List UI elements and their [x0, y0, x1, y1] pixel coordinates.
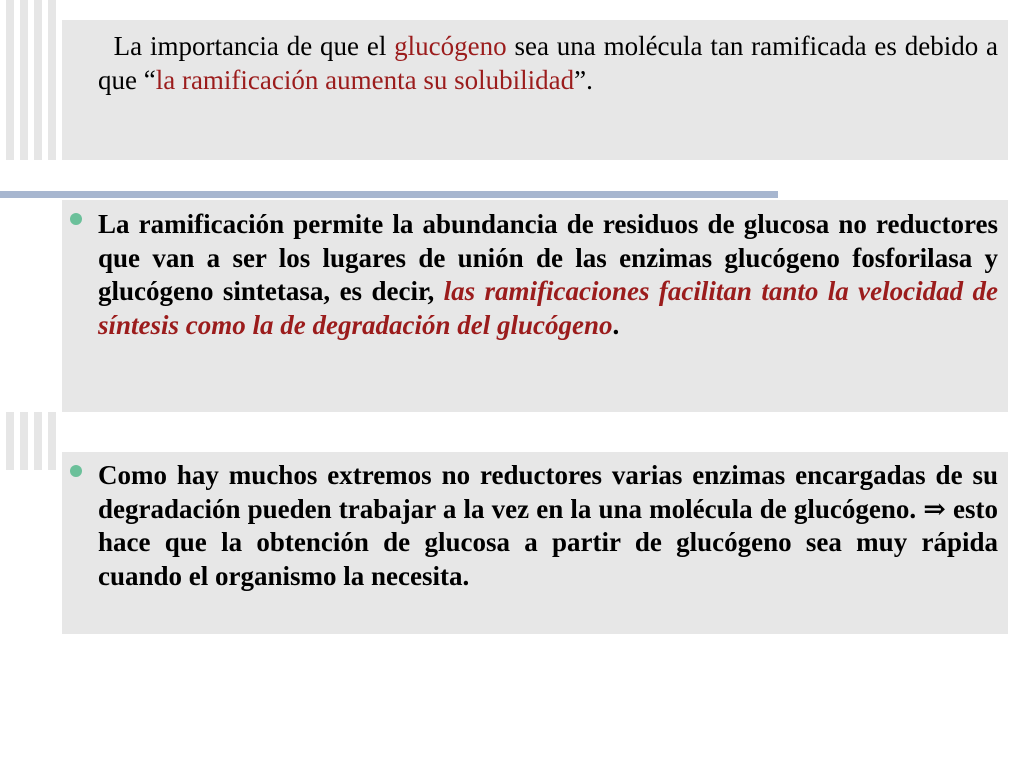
divider-rule [0, 191, 778, 198]
implies-arrow-icon: ⇒ [923, 493, 946, 524]
paragraph-1-text-3: ”. [574, 64, 593, 95]
paragraph-importance [98, 30, 998, 97]
paragraph-1-text-1: La importancia de que el [113, 31, 395, 61]
paragraph-3-text-1: Como hay muchos extremos no reductores varias enzimas encargadas de su degradación pueden trabajar a la vez en la una molécula de glucógeno. [98, 460, 998, 524]
paragraph-ramificacion [98, 208, 998, 342]
paragraph-1-highlight-glucogeno: glucógeno [394, 31, 507, 61]
paragraph-1-highlight-solubilidad: la ramificación aumenta su solubilidad [155, 64, 575, 95]
decorative-stripes-middle [0, 412, 62, 470]
paragraph-3-text-2: esto hace que la obtención de glucosa a partir de glucógeno sea muy rápida cuando el organismo la necesita. [98, 493, 998, 591]
paragraph-2-text-2: . [612, 309, 620, 340]
paragraph-2-text-1: La ramificación permite la abundancia de residuos de glucosa no reductores que van a ser los lugares de unión de las enzimas glucógeno fosforilasa y glucógeno sintetasa, es decir, [98, 209, 998, 306]
decorative-stripes-top [0, 0, 62, 160]
paragraph-1-text-2: sea una molécula tan ramificada es debido a que “ [98, 31, 998, 95]
paragraph-2-highlight: las ramificaciones facilitan tanto la velocidad de síntesis como la de degradación del glucógeno [98, 276, 998, 340]
paragraph-extremos [98, 459, 998, 593]
round-bullet-icon [70, 465, 82, 477]
round-bullet-icon [70, 213, 82, 225]
